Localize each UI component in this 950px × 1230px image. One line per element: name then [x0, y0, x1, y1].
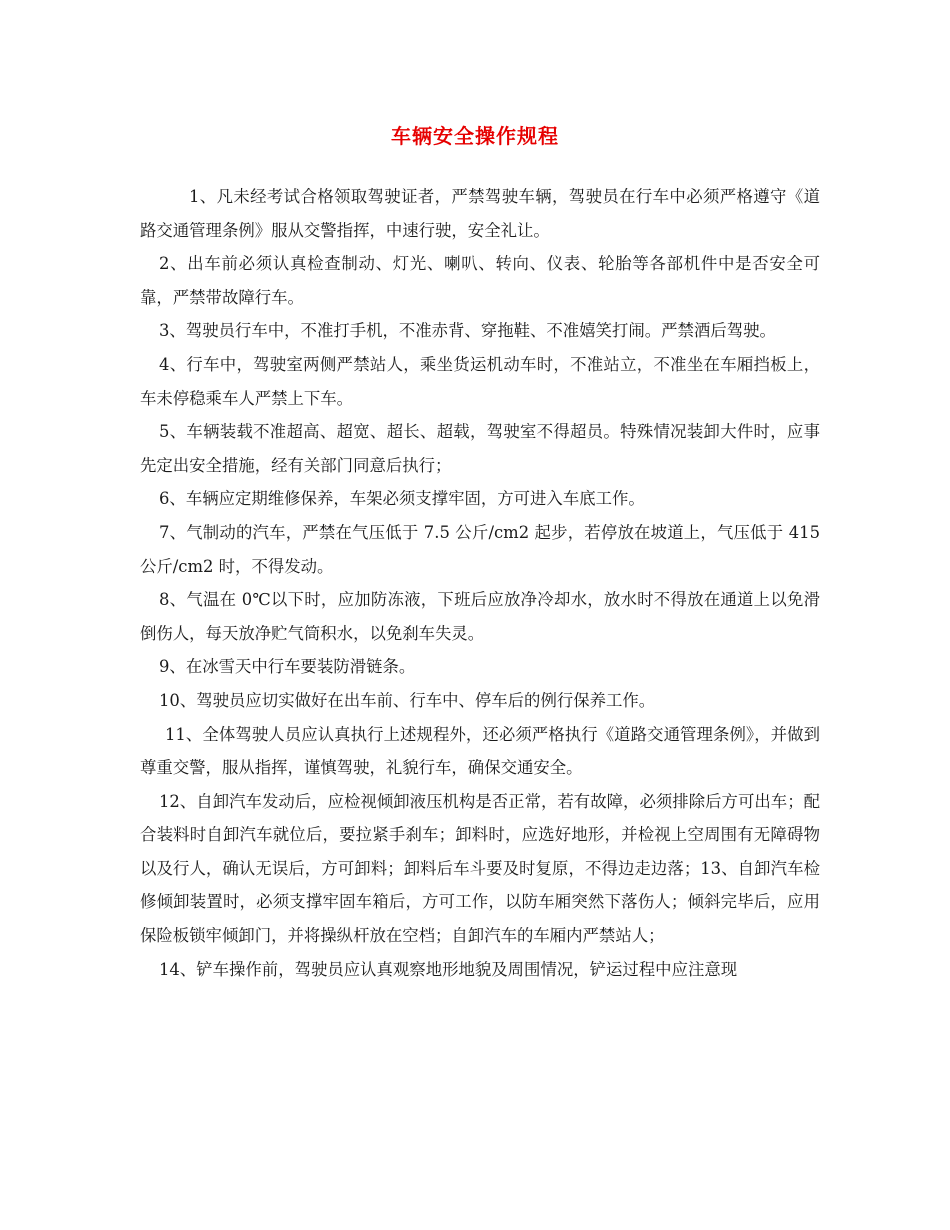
paragraph-14: 14、铲车操作前，驾驶员应认真观察地形地貌及周围情况，铲运过程中应注意现: [159, 959, 738, 979]
paragraph-1: 1、凡未经考试合格领取驾驶证者，严禁驾驶车辆，驾驶员在行车中必须严格遵守《道路交通管理条例》服从交警指挥，中速行驶，安全礼让。: [140, 187, 820, 240]
paragraph-8: 8、气温在 0℃以下时，应加防冻液，下班后应放净冷却水，放水时不得放在通道上以免滑倒伤人，每天放净贮气筒积水，以免刹车失灵。: [140, 590, 820, 643]
paragraph-10: 10、驾驶员应切实做好在出车前、行车中、停车后的例行保养工作。: [159, 690, 656, 710]
paragraph-6: 6、车辆应定期维修保养，车架必须支撑牢固，方可进入车底工作。: [159, 489, 645, 509]
paragraph-5: 5、车辆装载不准超高、超宽、超长、超载，驾驶室不得超员。特殊情况装卸大件时，应事先定出安全措施，经有关部门同意后执行；: [140, 422, 820, 475]
paragraph-3: 3、驾驶员行车中，不准打手机，不准赤背、穿拖鞋、不准嬉笑打闹。严禁酒后驾驶。: [159, 321, 776, 341]
paragraph-11: 11、全体驾驶人员应认真执行上述规程外，还必须严格执行《道路交通管理条例》，并做到尊重交警，服从指挥，谨慎驾驶，礼貌行车，确保交通安全。: [140, 724, 820, 778]
document-body: [140, 180, 820, 986]
paragraph-4: 4、行车中，驾驶室两侧严禁站人，乘坐货运机动车时，不准站立，不准坐在车厢挡板上，车未停稳乘车人严禁上下车。: [140, 354, 820, 408]
document-title: 车辆安全操作规程: [391, 124, 559, 148]
paragraph-9: 9、在冰雪天中行车要装防滑链条。: [159, 657, 416, 677]
paragraph-12: 12、自卸汽车发动后，应检视倾卸液压机构是否正常，若有故障，必须排除后方可出车；配合装料时自卸汽车就位后，要拉紧手刹车；卸料时，应选好地形，并检视上空周围有无障碍物以及行人，确认无误后，方可卸料；卸料后车斗要及时复原，不得边走边落；13、自卸汽车检修倾卸装置时，必须支撑牢固车箱后，方可工作，以防车厢突然下落伤人；倾斜完毕后，应用保险板锁牢倾卸门，并将操纵杆放在空档；自卸汽车的车厢内严禁站人；: [140, 791, 820, 946]
paragraph-7: 7、气制动的汽车，严禁在气压低于 7.5 公斤/cm2 起步，若停放在坡道上，气压低于 415 公斤/cm2 时，不得发动。: [140, 522, 820, 576]
paragraph-2: 2、出车前必须认真检查制动、灯光、喇叭、转向、仪表、轮胎等各部机件中是否安全可靠，严禁带故障行车。: [140, 254, 820, 307]
